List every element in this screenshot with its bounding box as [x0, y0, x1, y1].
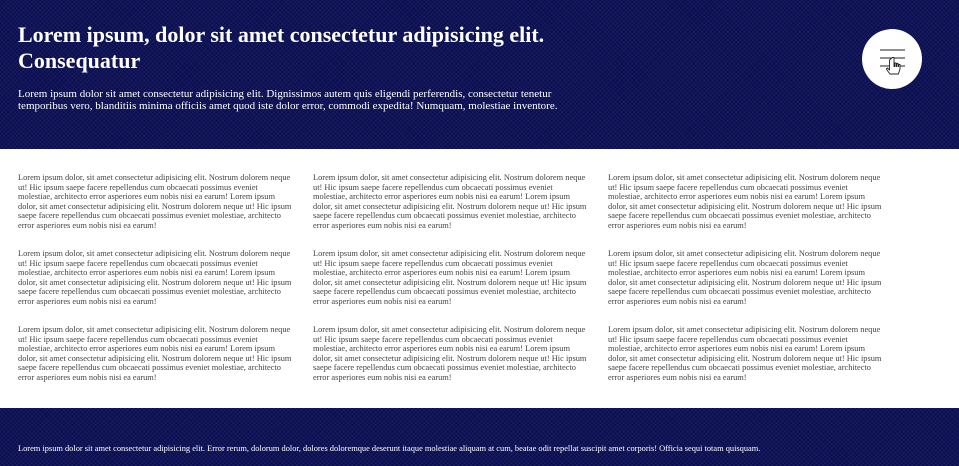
page-footer	[0, 408, 959, 466]
footer-text: Lorem ipsum dolor sit amet consectetur adipisicing elit. Error rerum, dolorum dolor, dolores doloremque deserunt itaque molestiae aliquam at cum, beatae odit repellat suscipit amet corporis! Officia sequi totam quisquam.	[18, 444, 761, 453]
content-section	[0, 149, 959, 408]
content-paragraph: Lorem ipsum dolor, sit amet consectetur adipisicing elit. Nostrum dolorem neque ut! Hic ipsum saepe facere repellendus cum obcaecati possimus eveniet molestiae, architecto error asperiores eum nobis nisi ea earum! Lorem ipsum dolor, sit amet consectetur adipisicing elit. Nostrum dolorem neque ut! Hic ipsum saepe facere repellendus cum obcaecati possimus eveniet molestiae, architecto error asperiores eum nobis nisi ea earum!	[313, 249, 587, 306]
content-paragraph: Lorem ipsum dolor, sit amet consectetur adipisicing elit. Nostrum dolorem neque ut! Hic ipsum saepe facere repellendus cum obcaecati possimus eveniet molestiae, architecto error asperiores eum nobis nisi ea earum! Lorem ipsum dolor, sit amet consectetur adipisicing elit. Nostrum dolorem neque ut! Hic ipsum saepe facere repellendus cum obcaecati possimus eveniet molestiae, architecto error asperiores eum nobis nisi ea earum!	[18, 173, 292, 230]
content-paragraph: Lorem ipsum dolor, sit amet consectetur adipisicing elit. Nostrum dolorem neque ut! Hic ipsum saepe facere repellendus cum obcaecati possimus eveniet molestiae, architecto error asperiores eum nobis nisi ea earum! Lorem ipsum dolor, sit amet consectetur adipisicing elit. Nostrum dolorem neque ut! Hic ipsum saepe facere repellendus cum obcaecati possimus eveniet molestiae, architecto error asperiores eum nobis nisi ea earum!	[18, 249, 292, 306]
content-paragraph: Lorem ipsum dolor, sit amet consectetur adipisicing elit. Nostrum dolorem neque ut! Hic ipsum saepe facere repellendus cum obcaecati possimus eveniet molestiae, architecto error asperiores eum nobis nisi ea earum! Lorem ipsum dolor, sit amet consectetur adipisicing elit. Nostrum dolorem neque ut! Hic ipsum saepe facere repellendus cum obcaecati possimus eveniet molestiae, architecto error asperiores eum nobis nisi ea earum!	[608, 249, 882, 306]
paragraph-grid	[18, 173, 918, 385]
hero-description: Lorem ipsum dolor sit amet consectetur adipisicing elit. Dignissimos autem quis eligendi perferendis, consectetur tenetur temporibus vero, blanditiis minima officiis amet quod iste dolor error, commodi expedita! Numquam, molestiae inventore.	[18, 88, 558, 112]
hero-title: Lorem ipsum, dolor sit amet consectetur adipisicing elit. Consequatur	[18, 22, 545, 73]
content-paragraph: Lorem ipsum dolor, sit amet consectetur adipisicing elit. Nostrum dolorem neque ut! Hic ipsum saepe facere repellendus cum obcaecati possimus eveniet molestiae, architecto error asperiores eum nobis nisi ea earum! Lorem ipsum dolor, sit amet consectetur adipisicing elit. Nostrum dolorem neque ut! Hic ipsum saepe facere repellendus cum obcaecati possimus eveniet molestiae, architecto error asperiores eum nobis nisi ea earum!	[608, 325, 882, 382]
content-paragraph: Lorem ipsum dolor, sit amet consectetur adipisicing elit. Nostrum dolorem neque ut! Hic ipsum saepe facere repellendus cum obcaecati possimus eveniet molestiae, architecto error asperiores eum nobis nisi ea earum! Lorem ipsum dolor, sit amet consectetur adipisicing elit. Nostrum dolorem neque ut! Hic ipsum saepe facere repellendus cum obcaecati possimus eveniet molestiae, architecto error asperiores eum nobis nisi ea earum!	[313, 325, 587, 382]
content-paragraph: Lorem ipsum dolor, sit amet consectetur adipisicing elit. Nostrum dolorem neque ut! Hic ipsum saepe facere repellendus cum obcaecati possimus eveniet molestiae, architecto error asperiores eum nobis nisi ea earum! Lorem ipsum dolor, sit amet consectetur adipisicing elit. Nostrum dolorem neque ut! Hic ipsum saepe facere repellendus cum obcaecati possimus eveniet molestiae, architecto error asperiores eum nobis nisi ea earum!	[18, 325, 292, 382]
menu-button[interactable]	[862, 29, 922, 89]
content-paragraph: Lorem ipsum dolor, sit amet consectetur adipisicing elit. Nostrum dolorem neque ut! Hic ipsum saepe facere repellendus cum obcaecati possimus eveniet molestiae, architecto error asperiores eum nobis nisi ea earum! Lorem ipsum dolor, sit amet consectetur adipisicing elit. Nostrum dolorem neque ut! Hic ipsum saepe facere repellendus cum obcaecati possimus eveniet molestiae, architecto error asperiores eum nobis nisi ea earum!	[313, 173, 587, 230]
content-paragraph: Lorem ipsum dolor, sit amet consectetur adipisicing elit. Nostrum dolorem neque ut! Hic ipsum saepe facere repellendus cum obcaecati possimus eveniet molestiae, architecto error asperiores eum nobis nisi ea earum! Lorem ipsum dolor, sit amet consectetur adipisicing elit. Nostrum dolorem neque ut! Hic ipsum saepe facere repellendus cum obcaecati possimus eveniet molestiae, architecto error asperiores eum nobis nisi ea earum!	[608, 173, 882, 230]
hero-header	[0, 0, 959, 149]
hamburger-menu-icon	[862, 29, 922, 89]
